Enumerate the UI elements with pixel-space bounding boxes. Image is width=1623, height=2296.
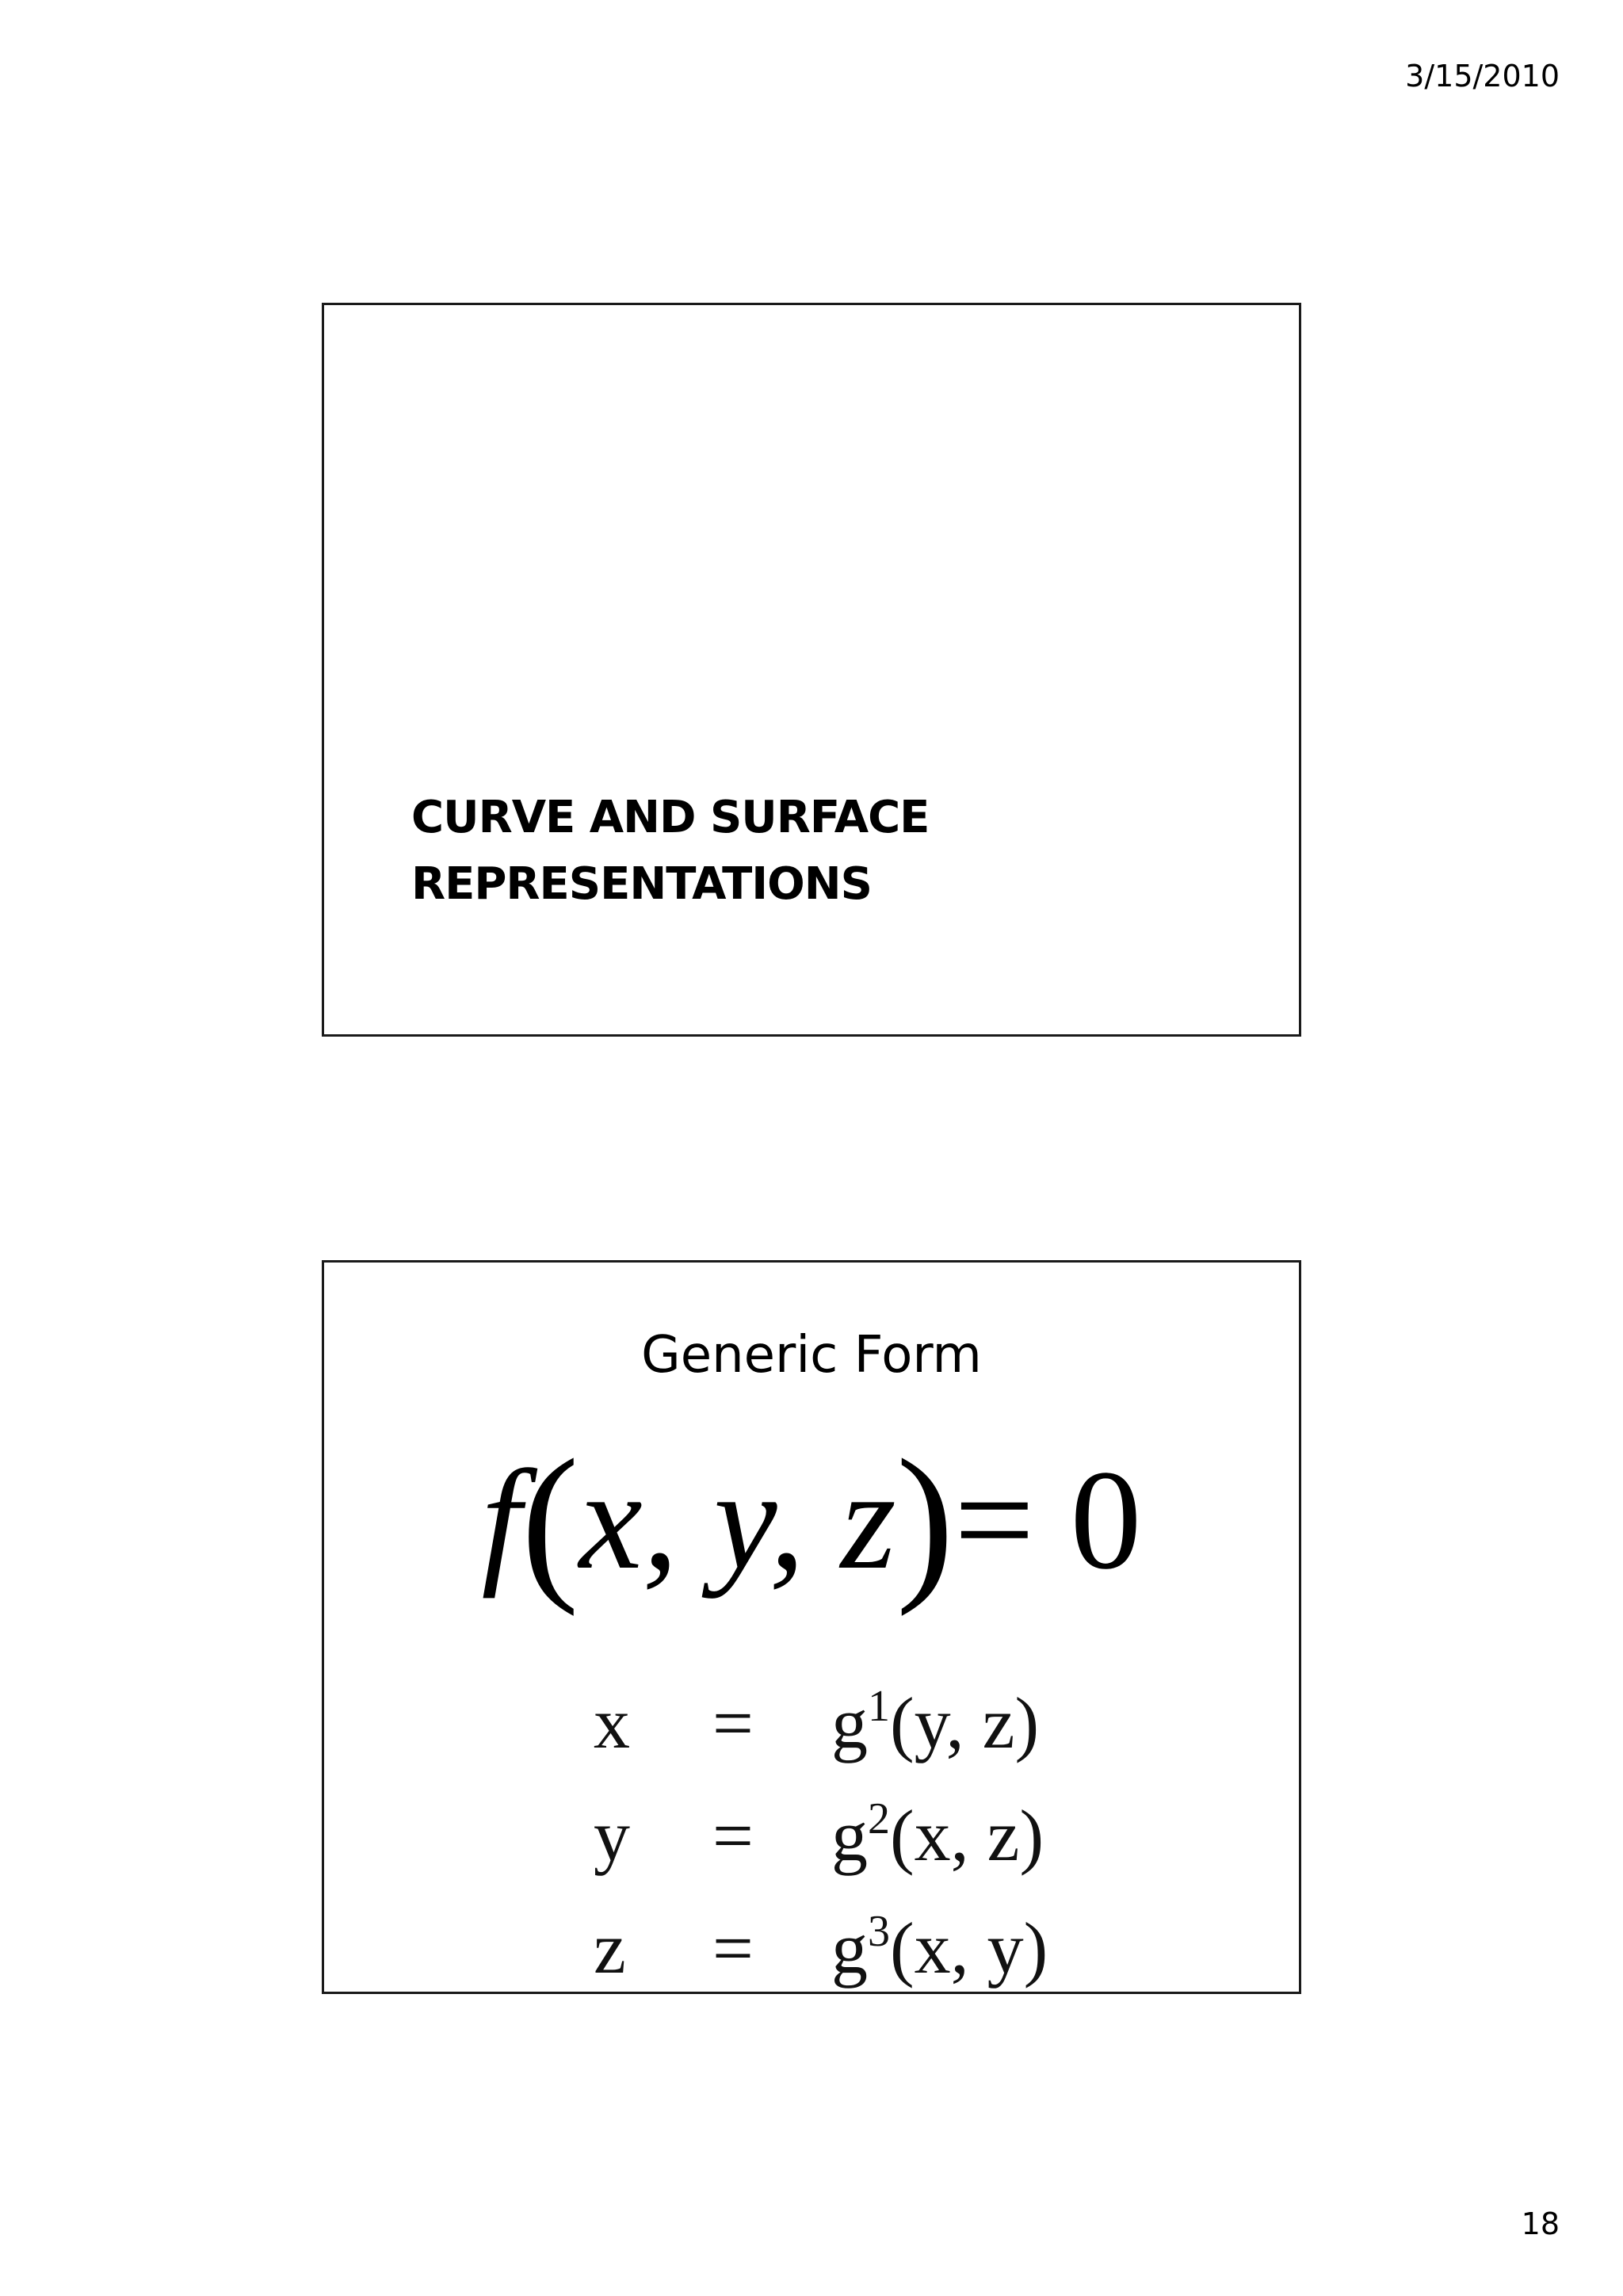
equation-g: g [831,1683,868,1763]
equation-args: x, y, z [579,1441,896,1599]
equation-lhs: y [594,1795,630,1876]
equation-g: g [831,1908,868,1988]
equation-row [594,1779,1048,1892]
equation-lhs: z [594,1908,626,1988]
slide-title [322,303,1301,1037]
slide-title-line-1: CURVE AND SURFACE [411,792,930,843]
equation-table [594,1667,1048,2004]
equation-operator: = [712,1908,754,1988]
header-date: 3/15/2010 [1405,59,1560,94]
slide-generic-form [322,1260,1301,1994]
equation-superscript: 3 [868,1907,890,1956]
equation-args: (x, z) [890,1795,1044,1876]
equation-open-paren: ( [521,1423,579,1617]
equation-close-paren: ) [896,1423,954,1617]
equation-args: (y, z) [890,1683,1040,1763]
equation-g: g [831,1795,868,1876]
main-equation [324,1423,1299,1617]
equation-args: (x, y) [890,1908,1048,1988]
equation-rhs-expression [831,1794,1044,1878]
equation-superscript: 1 [868,1682,890,1731]
equation-rhs: = 0 [953,1441,1142,1599]
equation-function: f [481,1441,521,1599]
slide-heading: Generic Form [641,1326,982,1385]
page-number: 18 [1521,2206,1560,2241]
equation-operator: = [712,1683,754,1763]
equation-rhs-expression [831,1681,1039,1765]
equation-row [594,1667,1048,1779]
slide-title-text [411,785,929,918]
equation-lhs: x [594,1683,630,1763]
equation-row [594,1892,1048,2004]
equation-superscript: 2 [868,1794,890,1843]
equation-rhs-expression [831,1906,1048,1990]
equation-operator: = [712,1795,754,1876]
slide-title-line-2: REPRESENTATIONS [411,858,872,910]
